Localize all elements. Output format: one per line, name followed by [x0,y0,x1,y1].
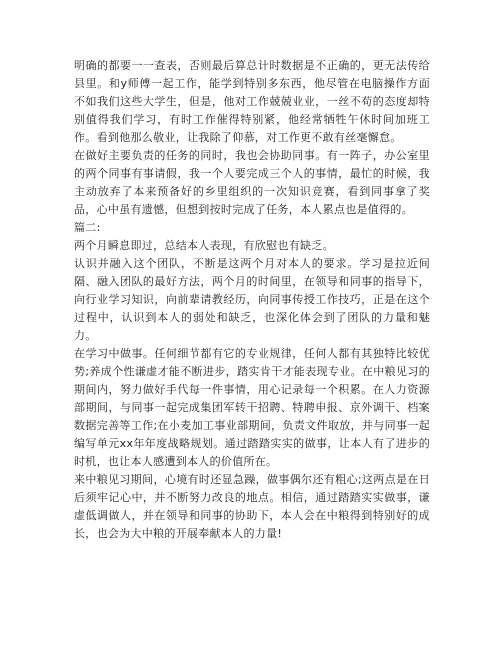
body-paragraph: 两个月瞬息即过，总结本人表现，有欣慰也有缺乏。 [74,239,334,252]
body-paragraph: 在学习中做事。任何细节都有它的专业规律，任何人都有其独特比较优势;养成个性谦虚才能不断进步，踏实肯干才能表现专业。在中粮见习的期间内，努力做好手代每一件事情，用心记录每一个积累。在人力资源部期间，与同事一起完成集团军转干招聘、特聘申报、京外调干、档案数据完善等工作;在小麦加工事业部期间，负责文件取放，并与同事一起编写单元xx年年度战略规划。通过踏踏实实的做事，让本人有了进步的时机，也让本人感遭到本人的价值所在。 [74,347,430,468]
body-paragraph: 来中粮见习期间，心境有时还显急躁，做事偶尔还有粗心;这两点是在日后须牢记心中，并不断努力改良的地点。相信，通过踏踏实实做事，谦虚低调做人，并在领导和同事的协助下，本人会在中粮得到特别好的成长，也会为大中粮的开展奉献本人的力量! [74,473,430,540]
body-paragraph: 在做好主要负责的任务的同时，我也会协助同事。有一阵子，办公室里的两个同事有事请假，我一个人要完成三个人的事情，最忙的时候，我主动放弃了本来预备好的乡里组织的一次知识竞赛，看到同事拿了奖品，心中虽有遗憾，但想到按时完成了任务，本人累点也是值得的。 [74,149,430,216]
body-paragraph: 明确的都要一一查表，否则最后算总计时数据是不正确的，更无法传给县里。和y师傅一起工作，能学到特别多东西，他尽管在电脑操作方面不如我们这些大学生，但是，他对工作兢兢业业，一丝不苟的态度却特别值得我们学习，有时工作催得特别紧，他经常牺牲午休时间加班工作。看到他那么敬业，让我除了仰慕，对工作更不敢有丝毫懈怠。 [74,59,430,144]
section-heading: 篇二: [74,221,101,234]
document-body [74,57,430,543]
body-paragraph: 认识并融入这个团队，不断是这两个月对本人的要求。学习是拉近间隔、融入团队的最好方法，两个月的时间里，在领导和同事的指导下，向行业学习知识，向前辈请教经历，向同事传授工作技巧，正是在这个过程中，认识到本人的弱处和缺乏，也深化体会到了团队的力量和魅力。 [74,257,430,342]
